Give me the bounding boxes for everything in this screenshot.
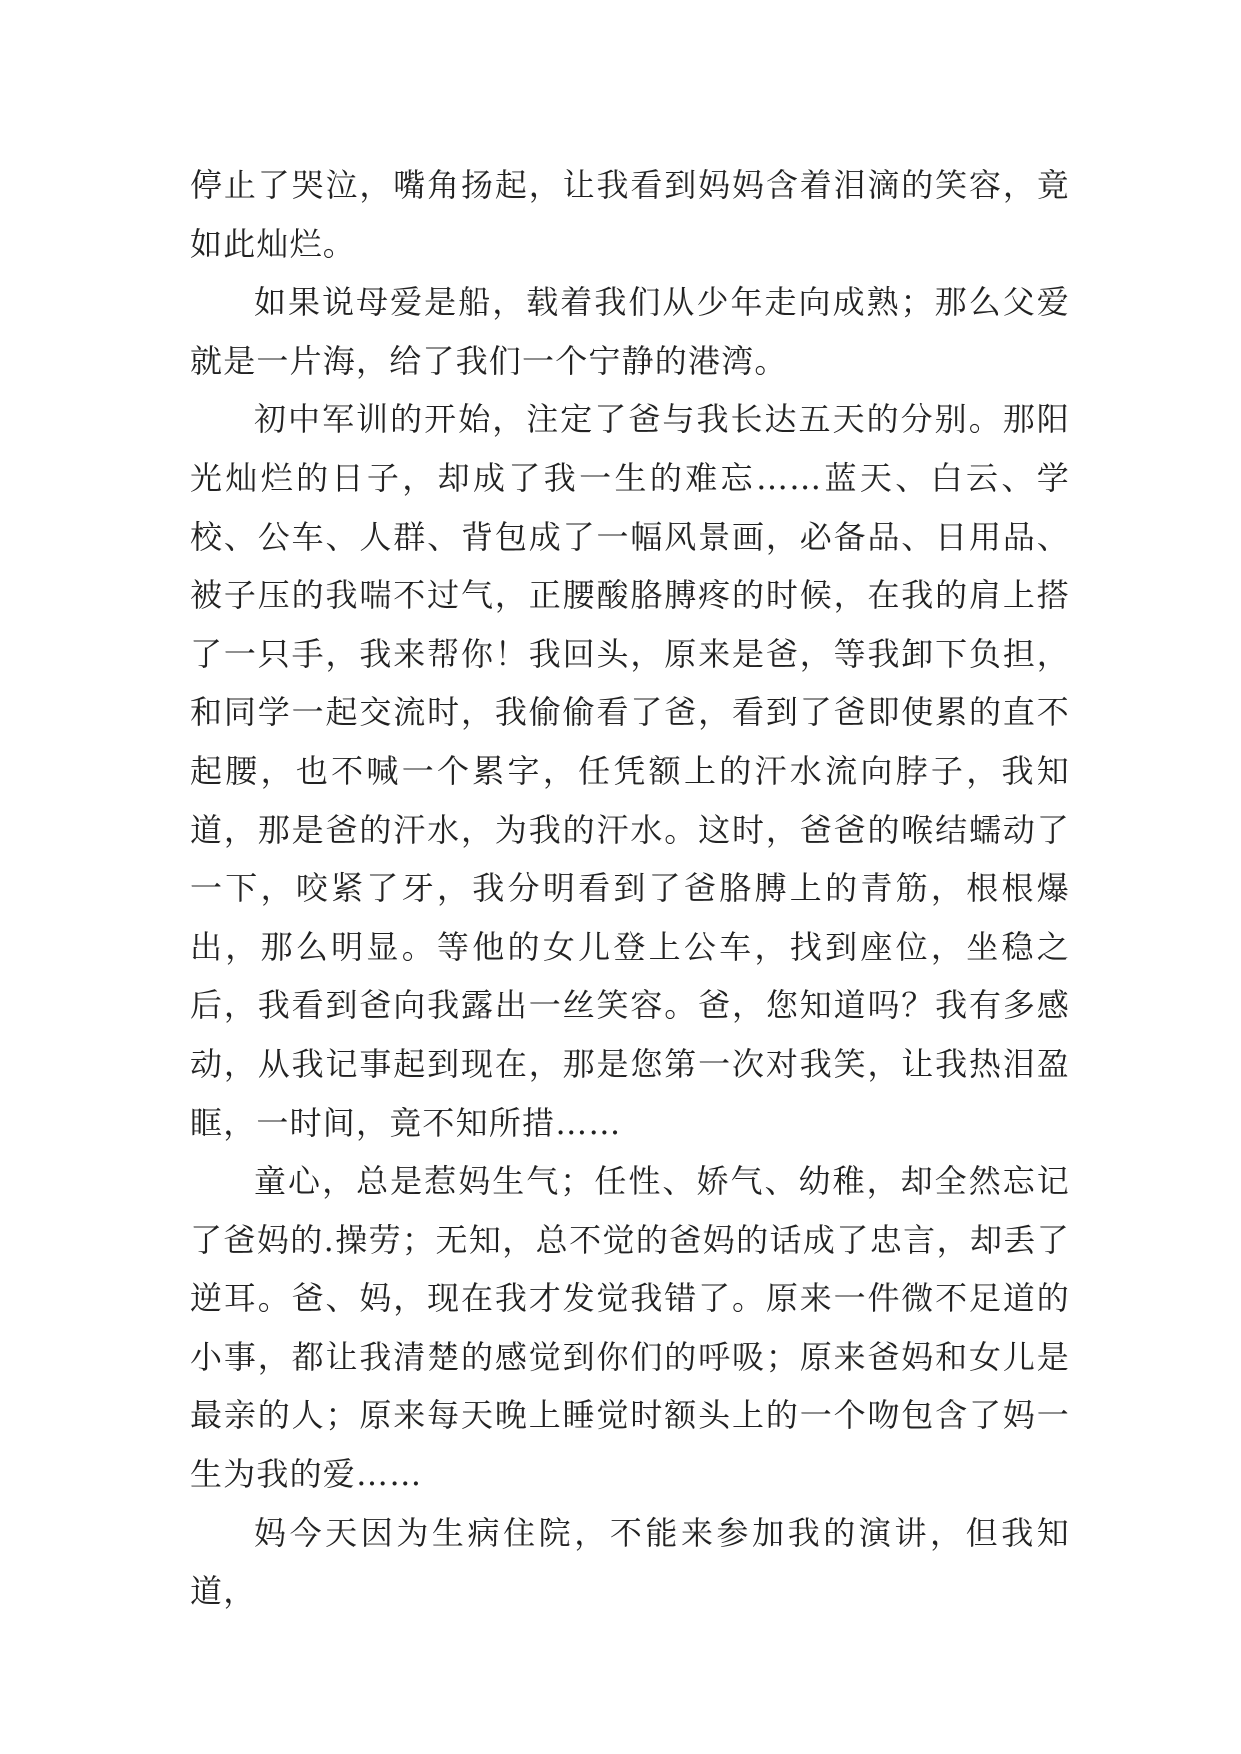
paragraph-2: 如果说母爱是船，载着我们从少年走向成熟；那么父爱就是一片海，给了我们一个宁静的港湾。: [190, 283, 1070, 380]
paragraph-1: 停止了哭泣，嘴角扬起，让我看到妈妈含着泪滴的笑容，竟如此灿烂。: [190, 166, 1070, 263]
document-body: [190, 156, 1070, 1621]
paragraph-4: 童心，总是惹妈生气；任性、娇气、幼稚，却全然忘记了爸妈的.操劳；无知，总不觉的爸妈的话成了忠言，却丢了逆耳。爸、妈，现在我才发觉我错了。原来一件微不足道的小事，都让我清楚的感觉到你们的呼吸；原来爸妈和女儿是最亲的人；原来每天晚上睡觉时额头上的一个吻包含了妈一生为我的爱……: [190, 1162, 1070, 1494]
paragraph-5: 妈今天因为生病住院，不能来参加我的演讲，但我知道，: [190, 1513, 1070, 1611]
paragraph-3: 初中军训的开始，注定了爸与我长达五天的分别。那阳光灿烂的日子，却成了我一生的难忘……蓝天、白云、学校、公车、人群、背包成了一幅风景画，必备品、日用品、被子压的我喘不过气，正腰酸胳膊疼的时候，在我的肩上搭了一只手，我来帮你！我回头，原来是爸，等我卸下负担，和同学一起交流时，我偷偷看了爸，看到了爸即使累的直不起腰，也不喊一个累字，任凭额上的汗水流向脖子，我知道，那是爸的汗水，为我的汗水。这时，爸爸的喉结蠕动了一下，咬紧了牙，我分明看到了爸胳膊上的青筋，根根爆出，那么明显。等他的女儿登上公车，找到座位，坐稳之后，我看到爸向我露出一丝笑容。爸，您知道吗？我有多感动，从我记事起到现在，那是您第一次对我笑，让我热泪盈眶，一时间，竟不知所措……: [190, 400, 1070, 1142]
